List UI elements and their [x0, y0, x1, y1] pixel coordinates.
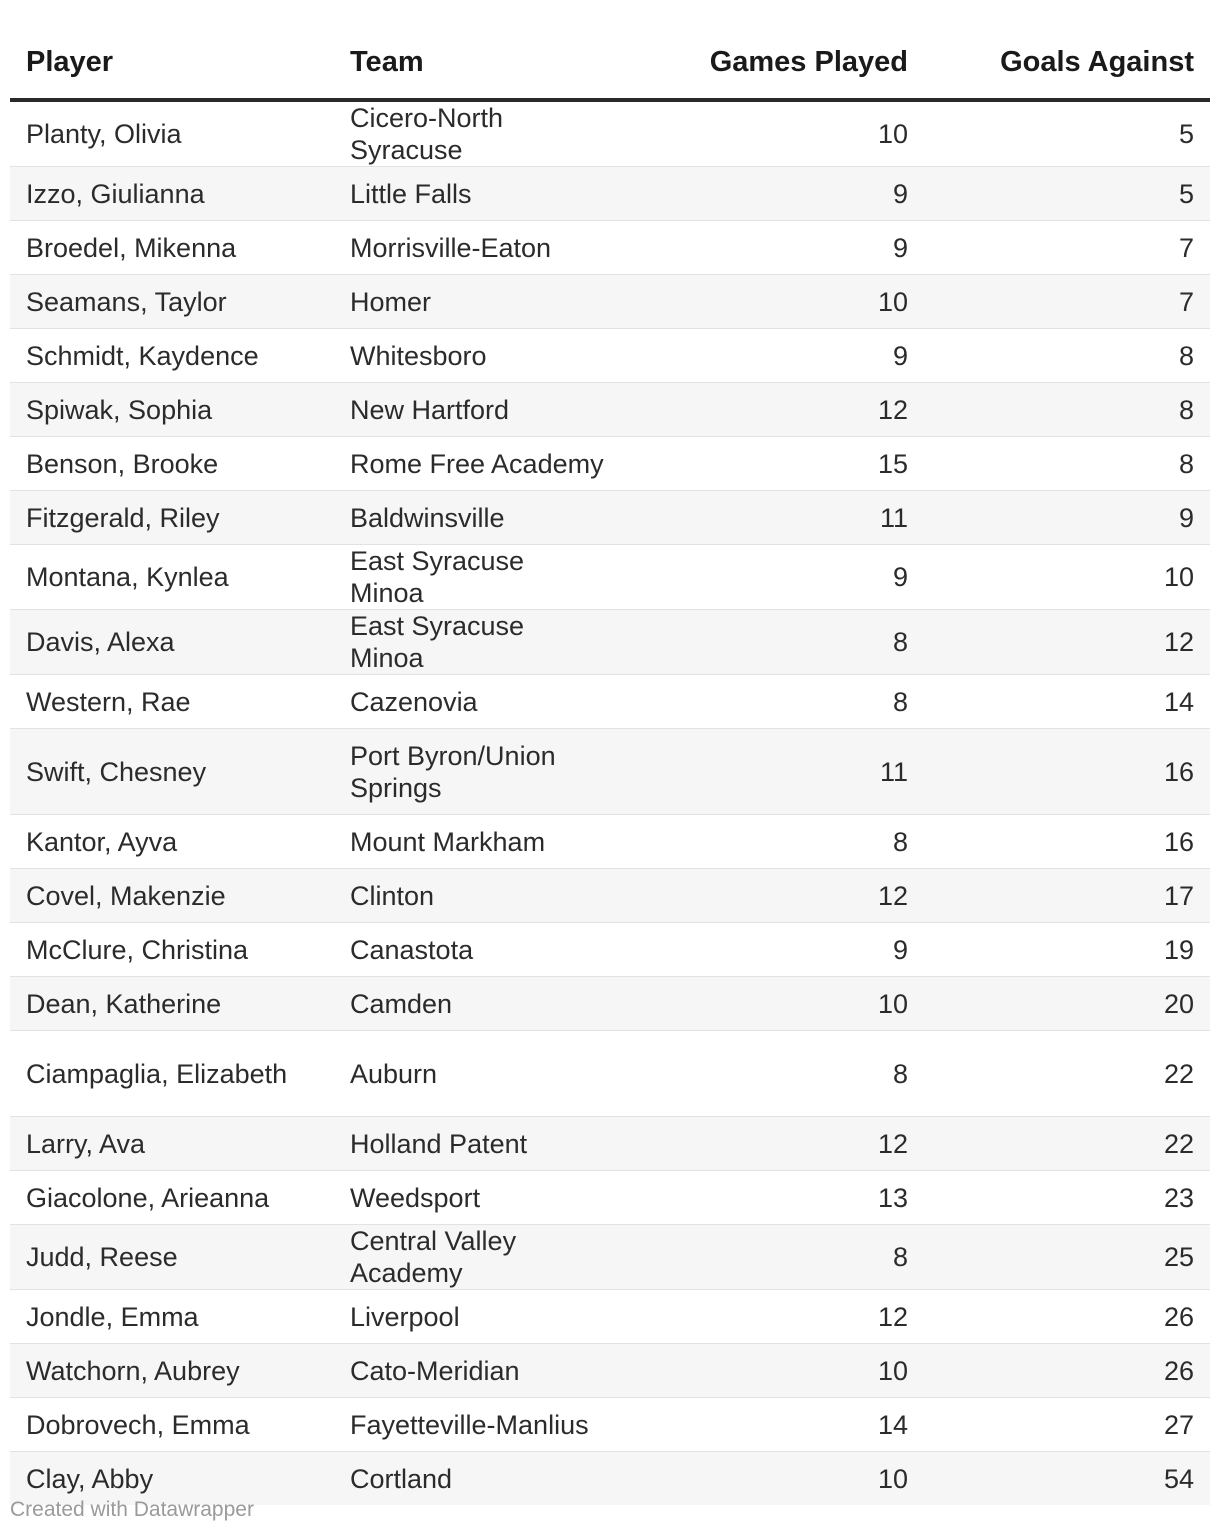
games-played-cell: 12 — [634, 869, 924, 923]
table-row — [10, 275, 1210, 329]
table-row — [10, 729, 1210, 815]
team-cell: Rome Free Academy — [334, 437, 634, 491]
goals-against-cell: 7 — [924, 221, 1210, 275]
goals-against-cell: 7 — [924, 275, 1210, 329]
goals-against-cell: 5 — [924, 167, 1210, 221]
team-cell: Central Valley Academy — [334, 1225, 634, 1290]
player-cell: Spiwak, Sophia — [10, 383, 334, 437]
goals-against-cell: 22 — [924, 1031, 1210, 1117]
games-played-cell: 10 — [634, 1344, 924, 1398]
team-cell: East Syracuse Minoa — [334, 610, 634, 675]
player-cell: Planty, Olivia — [10, 100, 334, 167]
goals-against-cell: 22 — [924, 1117, 1210, 1171]
goals-against-cell: 23 — [924, 1171, 1210, 1225]
table-row — [10, 329, 1210, 383]
goals-against-cell: 10 — [924, 545, 1210, 610]
table-row — [10, 1452, 1210, 1506]
player-cell: Giacolone, Arieanna — [10, 1171, 334, 1225]
player-cell: Clay, Abby — [10, 1452, 334, 1506]
player-cell: Broedel, Mikenna — [10, 221, 334, 275]
goals-against-cell: 12 — [924, 610, 1210, 675]
games-played-cell: 10 — [634, 275, 924, 329]
goals-against-cell: 16 — [924, 815, 1210, 869]
table-row — [10, 1171, 1210, 1225]
column-header-games-played[interactable]: Games Played — [634, 26, 924, 100]
games-played-cell: 8 — [634, 1225, 924, 1290]
table-row — [10, 1344, 1210, 1398]
table-row — [10, 491, 1210, 545]
table-row — [10, 1031, 1210, 1117]
player-cell: Montana, Kynlea — [10, 545, 334, 610]
table-row — [10, 923, 1210, 977]
games-played-cell: 12 — [634, 1290, 924, 1344]
games-played-cell: 9 — [634, 167, 924, 221]
games-played-cell: 11 — [634, 729, 924, 815]
games-played-cell: 11 — [634, 491, 924, 545]
team-cell: Little Falls — [334, 167, 634, 221]
goalkeeper-table — [10, 26, 1210, 1505]
team-cell: Port Byron/Union Springs — [334, 729, 634, 815]
player-cell: Covel, Makenzie — [10, 869, 334, 923]
player-cell: Izzo, Giulianna — [10, 167, 334, 221]
goals-against-cell: 5 — [924, 100, 1210, 167]
games-played-cell: 10 — [634, 100, 924, 167]
table-row — [10, 383, 1210, 437]
table-row — [10, 675, 1210, 729]
goals-against-cell: 9 — [924, 491, 1210, 545]
goals-against-cell: 25 — [924, 1225, 1210, 1290]
games-played-cell: 14 — [634, 1398, 924, 1452]
games-played-cell: 8 — [634, 815, 924, 869]
player-cell: Kantor, Ayva — [10, 815, 334, 869]
team-cell: Cortland — [334, 1452, 634, 1506]
table-row — [10, 221, 1210, 275]
team-cell: Fayetteville-Manlius — [334, 1398, 634, 1452]
team-cell: Homer — [334, 275, 634, 329]
table-header-row — [10, 26, 1210, 100]
goals-against-cell: 17 — [924, 869, 1210, 923]
player-cell: Larry, Ava — [10, 1117, 334, 1171]
table-row — [10, 100, 1210, 167]
player-cell: Western, Rae — [10, 675, 334, 729]
team-cell: Auburn — [334, 1031, 634, 1117]
team-cell: Cicero-North Syracuse — [334, 100, 634, 167]
player-cell: Dobrovech, Emma — [10, 1398, 334, 1452]
goals-against-cell: 26 — [924, 1290, 1210, 1344]
games-played-cell: 12 — [634, 383, 924, 437]
table-row — [10, 437, 1210, 491]
team-cell: Mount Markham — [334, 815, 634, 869]
games-played-cell: 10 — [634, 1452, 924, 1506]
team-cell: Holland Patent — [334, 1117, 634, 1171]
column-header-team[interactable]: Team — [334, 26, 634, 100]
games-played-cell: 8 — [634, 1031, 924, 1117]
datawrapper-credit: Created with Datawrapper — [10, 1498, 254, 1521]
goals-against-cell: 54 — [924, 1452, 1210, 1506]
goals-against-cell: 8 — [924, 383, 1210, 437]
team-cell: Cazenovia — [334, 675, 634, 729]
player-cell: Ciampaglia, Elizabeth — [10, 1031, 334, 1117]
goals-against-cell: 20 — [924, 977, 1210, 1031]
goals-against-cell: 27 — [924, 1398, 1210, 1452]
player-cell: Schmidt, Kaydence — [10, 329, 334, 383]
column-header-goals-against[interactable]: Goals Against — [924, 26, 1210, 100]
goalkeeper-table-container — [10, 26, 1210, 1505]
team-cell: Weedsport — [334, 1171, 634, 1225]
team-cell: Canastota — [334, 923, 634, 977]
games-played-cell: 9 — [634, 545, 924, 610]
player-cell: McClure, Christina — [10, 923, 334, 977]
table-row — [10, 1398, 1210, 1452]
games-played-cell: 10 — [634, 977, 924, 1031]
team-cell: Morrisville-Eaton — [334, 221, 634, 275]
player-cell: Swift, Chesney — [10, 729, 334, 815]
player-cell: Watchorn, Aubrey — [10, 1344, 334, 1398]
table-row — [10, 1117, 1210, 1171]
table-row — [10, 610, 1210, 675]
player-cell: Seamans, Taylor — [10, 275, 334, 329]
team-cell: East Syracuse Minoa — [334, 545, 634, 610]
table-body — [10, 100, 1210, 1505]
games-played-cell: 8 — [634, 675, 924, 729]
goals-against-cell: 8 — [924, 329, 1210, 383]
table-row — [10, 977, 1210, 1031]
team-cell: Cato-Meridian — [334, 1344, 634, 1398]
goals-against-cell: 14 — [924, 675, 1210, 729]
games-played-cell: 9 — [634, 923, 924, 977]
player-cell: Fitzgerald, Riley — [10, 491, 334, 545]
player-cell: Benson, Brooke — [10, 437, 334, 491]
table-row — [10, 1290, 1210, 1344]
table-row — [10, 545, 1210, 610]
goals-against-cell: 8 — [924, 437, 1210, 491]
team-cell: Whitesboro — [334, 329, 634, 383]
goals-against-cell: 26 — [924, 1344, 1210, 1398]
team-cell: Clinton — [334, 869, 634, 923]
games-played-cell: 13 — [634, 1171, 924, 1225]
goals-against-cell: 16 — [924, 729, 1210, 815]
goals-against-cell: 19 — [924, 923, 1210, 977]
team-cell: New Hartford — [334, 383, 634, 437]
table-row — [10, 167, 1210, 221]
games-played-cell: 8 — [634, 610, 924, 675]
table-row — [10, 815, 1210, 869]
games-played-cell: 15 — [634, 437, 924, 491]
table-row — [10, 1225, 1210, 1290]
column-header-player[interactable]: Player — [10, 26, 334, 100]
team-cell: Baldwinsville — [334, 491, 634, 545]
games-played-cell: 9 — [634, 221, 924, 275]
player-cell: Jondle, Emma — [10, 1290, 334, 1344]
player-cell: Judd, Reese — [10, 1225, 334, 1290]
team-cell: Camden — [334, 977, 634, 1031]
games-played-cell: 12 — [634, 1117, 924, 1171]
player-cell: Dean, Katherine — [10, 977, 334, 1031]
player-cell: Davis, Alexa — [10, 610, 334, 675]
table-row — [10, 869, 1210, 923]
team-cell: Liverpool — [334, 1290, 634, 1344]
games-played-cell: 9 — [634, 329, 924, 383]
